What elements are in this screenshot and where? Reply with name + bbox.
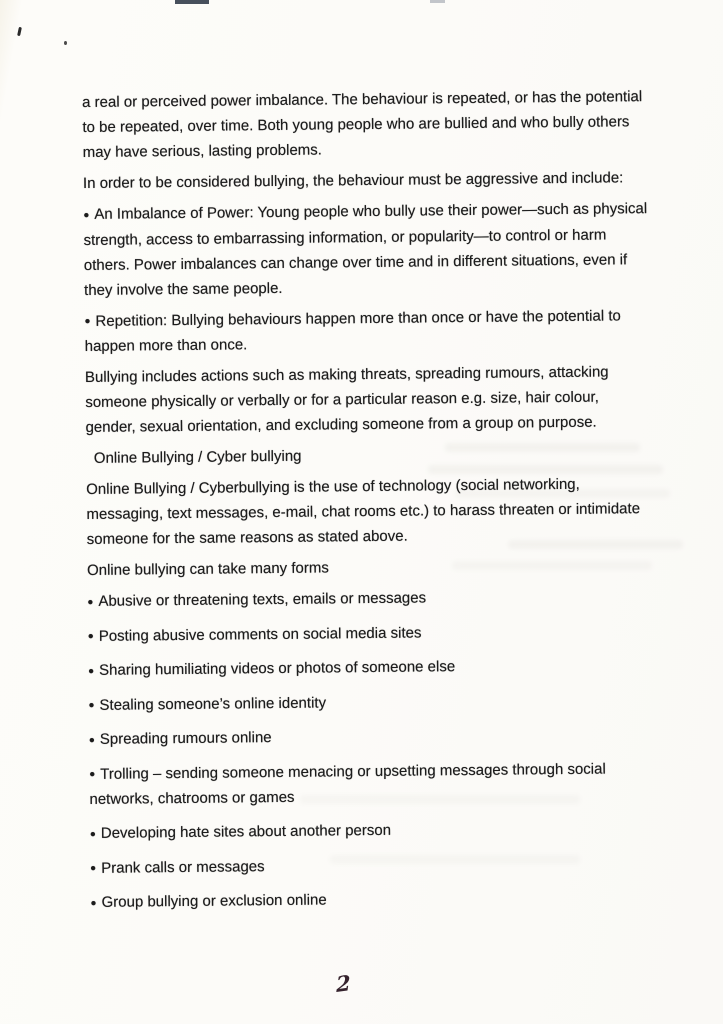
text-line: someone physically or verbally or for a particular reason e.g. size, hair colour, bbox=[85, 388, 599, 411]
bullet-icon: ● bbox=[88, 734, 95, 746]
text-line bbox=[90, 849, 660, 880]
list-item bbox=[88, 652, 658, 683]
list-item bbox=[90, 815, 660, 846]
heading-online-bullying bbox=[86, 440, 656, 471]
text-line: gender, sexual orientation, and excluding someone from a group on purpose. bbox=[85, 413, 597, 436]
list-item bbox=[89, 755, 659, 811]
document-text bbox=[82, 84, 661, 924]
text-line bbox=[87, 583, 657, 614]
scanner-edge-artifact bbox=[430, 0, 445, 3]
bullet-text: An Imbalance of Power: Young people who bully use their power—such as physical bbox=[94, 200, 648, 223]
text-line bbox=[89, 721, 659, 752]
text-line: Bullying includes actions such as making threats, spreading rumours, attacking bbox=[84, 363, 609, 386]
text-line: networks, chatrooms or games bbox=[89, 788, 295, 808]
paragraph-forms-intro bbox=[87, 552, 657, 583]
text-line: others. Power imbalances can change over time and in different situations, even if bbox=[83, 250, 628, 274]
text-line bbox=[90, 815, 660, 846]
bullet-icon: ● bbox=[88, 665, 95, 677]
bullet-icon: ● bbox=[87, 596, 94, 608]
bullet-icon: ● bbox=[84, 315, 91, 327]
list-item bbox=[90, 884, 660, 915]
text-line: to be repeated, over time. Both young people who are bullied and who bully others bbox=[82, 113, 630, 136]
handwritten-page-number: 2 bbox=[335, 969, 351, 998]
bullet-icon: ● bbox=[89, 768, 96, 780]
list-item-text: Group bullying or exclusion online bbox=[101, 891, 327, 911]
list-item bbox=[88, 618, 658, 649]
bullet-icon: ● bbox=[89, 828, 96, 840]
list-item-text: Sharing humiliating videos or photos of someone else bbox=[99, 658, 456, 679]
text-line bbox=[88, 686, 658, 717]
text-line: messaging, text messages, e-mail, chat rooms etc.) to harass threaten or intimidate bbox=[86, 500, 641, 523]
text-line bbox=[88, 618, 658, 649]
bullet-icon: ● bbox=[88, 699, 95, 711]
text-line: Online bullying can take many forms bbox=[86, 559, 329, 579]
list-item bbox=[88, 686, 658, 717]
bullet-icon: ● bbox=[87, 630, 94, 642]
text-line bbox=[90, 884, 660, 915]
ink-speck bbox=[64, 41, 67, 45]
text-line: someone for the same reasons as stated above. bbox=[86, 527, 408, 548]
list-item bbox=[89, 721, 659, 752]
text-line: a real or perceived power imbalance. The behaviour is repeated, or has the potential bbox=[82, 88, 643, 111]
list-item bbox=[90, 849, 660, 880]
heading-text: Online Bullying / Cyber bullying bbox=[93, 447, 302, 467]
bullet-item-repetition bbox=[84, 303, 654, 359]
bullet-icon: ● bbox=[83, 209, 90, 221]
list-item-text: Spreading rumours online bbox=[99, 729, 272, 748]
text-line bbox=[88, 652, 658, 683]
text-line: In order to be considered bullying, the behaviour must be aggressive and include: bbox=[82, 169, 624, 192]
list-item bbox=[87, 583, 657, 614]
pen-tick-mark bbox=[17, 27, 22, 36]
text-line: Online Bullying / Cyberbullying is the use of technology (social networking, bbox=[86, 475, 580, 498]
list-item-text: Prank calls or messages bbox=[101, 857, 265, 877]
bullet-item-imbalance bbox=[83, 196, 654, 302]
forms-list bbox=[87, 583, 660, 915]
bullet-icon: ● bbox=[90, 897, 97, 909]
text-line: happen more than once. bbox=[84, 336, 248, 355]
bullet-icon: ● bbox=[90, 862, 97, 874]
list-item-text: Trolling – sending someone menacing or upsetting messages through social bbox=[100, 760, 606, 783]
text-line: strength, access to embarrassing information, or popularity—to control or harm bbox=[83, 226, 607, 249]
paragraph-cyberbullying bbox=[86, 471, 657, 552]
paragraph-aggressive bbox=[83, 165, 653, 196]
list-item-text: Stealing someone’s online identity bbox=[99, 693, 327, 714]
paragraph-includes bbox=[85, 359, 656, 440]
paragraph-intro bbox=[82, 84, 653, 165]
list-item-text: Abusive or threatening texts, emails or messages bbox=[98, 589, 427, 610]
list-item-text: Developing hate sites about another person bbox=[100, 821, 392, 842]
list-item-text: Posting abusive comments on social media sites bbox=[98, 623, 422, 645]
scanner-edge-artifact bbox=[175, 0, 209, 4]
text-line: may have serious, lasting problems. bbox=[82, 141, 323, 161]
text-line: they involve the same people. bbox=[84, 279, 283, 299]
bullet-text: Repetition: Bullying behaviours happen more than once or have the potential to bbox=[95, 306, 621, 330]
